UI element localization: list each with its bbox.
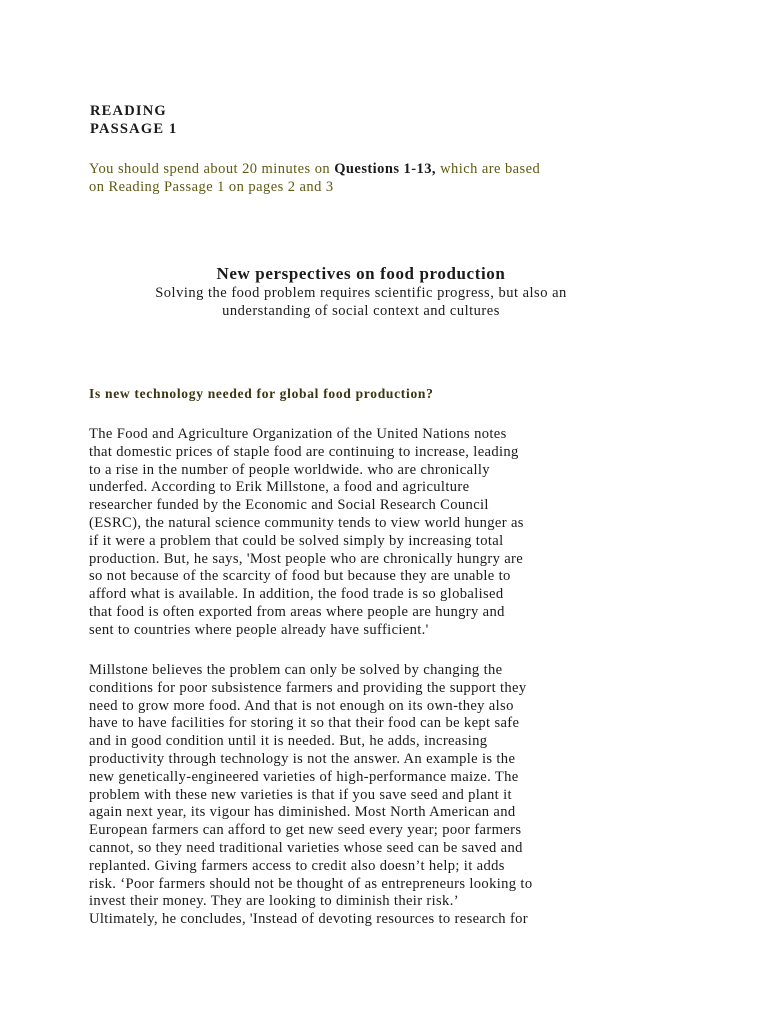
text-line: Millstone believes the problem can only be solved by changing the xyxy=(89,662,503,678)
text-line: if it were a problem that could be solved simply by increasing total xyxy=(89,532,504,549)
subtitle-line: Solving the food problem requires scientific progress, but also an xyxy=(155,285,567,301)
article-subtitle xyxy=(89,285,633,320)
heading-line-reading: READING xyxy=(90,103,167,119)
article-title-block xyxy=(89,263,633,320)
text-line: sent to countries where people already have sufficient.' xyxy=(89,621,429,638)
instructions-text-before: You should spend about 20 minutes on xyxy=(89,161,335,177)
text-line: European farmers can afford to get new seed every year; poor farmers xyxy=(89,822,522,839)
article-title: New perspectives on food production xyxy=(216,264,506,283)
subtitle-line: understanding of social context and cultures xyxy=(222,302,500,319)
text-line: invest their money. They are looking to diminish their risk.’ xyxy=(89,893,459,910)
text-line: again next year, its vigour has diminished. Most North American and xyxy=(89,804,516,821)
text-line: new genetically-engineered varieties of high-performance maize. The xyxy=(89,768,519,785)
text-line: cannot, so they need traditional varieties whose seed can be saved and xyxy=(89,839,523,856)
text-line: underfed. According to Erik Millstone, a food and agriculture xyxy=(89,479,470,496)
section-heading: Is new technology needed for global food production? xyxy=(89,386,434,401)
instructions xyxy=(89,160,649,196)
text-line: conditions for poor subsistence farmers and providing the support they xyxy=(89,679,527,696)
text-line: production. But, he says, 'Most people who are chronically hungry are xyxy=(89,550,524,567)
passage-heading xyxy=(90,102,177,138)
text-line: afford what is available. In addition, the food trade is so globalised xyxy=(89,586,504,603)
instructions-questions-range: Questions 1-13, xyxy=(334,161,437,177)
instructions-line-1 xyxy=(89,160,649,178)
text-line: risk. ‘Poor farmers should not be thought of as entrepreneurs looking to xyxy=(89,875,533,892)
text-line: that food is often exported from areas where people are hungry and xyxy=(89,603,505,620)
text-line: so not because of the scarcity of food but because they are unable to xyxy=(89,568,511,585)
instructions-text-after: which are based xyxy=(436,161,541,177)
text-line: Ultimately, he concludes, 'Instead of devoting resources to research for xyxy=(89,911,529,928)
text-line: researcher funded by the Economic and Social Research Council xyxy=(89,497,489,514)
text-line: productivity through technology is not the answer. An example is the xyxy=(89,750,516,767)
text-line: have to have facilities for storing it so that their food can be kept safe xyxy=(89,715,520,732)
text-line: need to grow more food. And that is not enough on its own-they also xyxy=(89,697,514,714)
text-line: and in good condition until it is needed. But, he adds, increasing xyxy=(89,733,488,750)
paragraph-2 xyxy=(89,662,649,929)
text-line: that domestic prices of staple food are continuing to increase, leading xyxy=(89,443,519,460)
heading-line-passage: PASSAGE 1 xyxy=(90,121,178,137)
text-line: replanted. Giving farmers access to credit also doesn’t help; it adds xyxy=(89,857,505,874)
text-line: to a rise in the number of people worldwide. who are chronically xyxy=(89,461,490,478)
text-line: The Food and Agriculture Organization of the United Nations notes xyxy=(89,426,507,442)
text-line: problem with these new varieties is that if you save seed and plant it xyxy=(89,786,512,803)
paragraph-1 xyxy=(89,426,649,640)
text-line: (ESRC), the natural science community tends to view world hunger as xyxy=(89,514,524,531)
instructions-line-2: on Reading Passage 1 on pages 2 and 3 xyxy=(89,179,334,195)
